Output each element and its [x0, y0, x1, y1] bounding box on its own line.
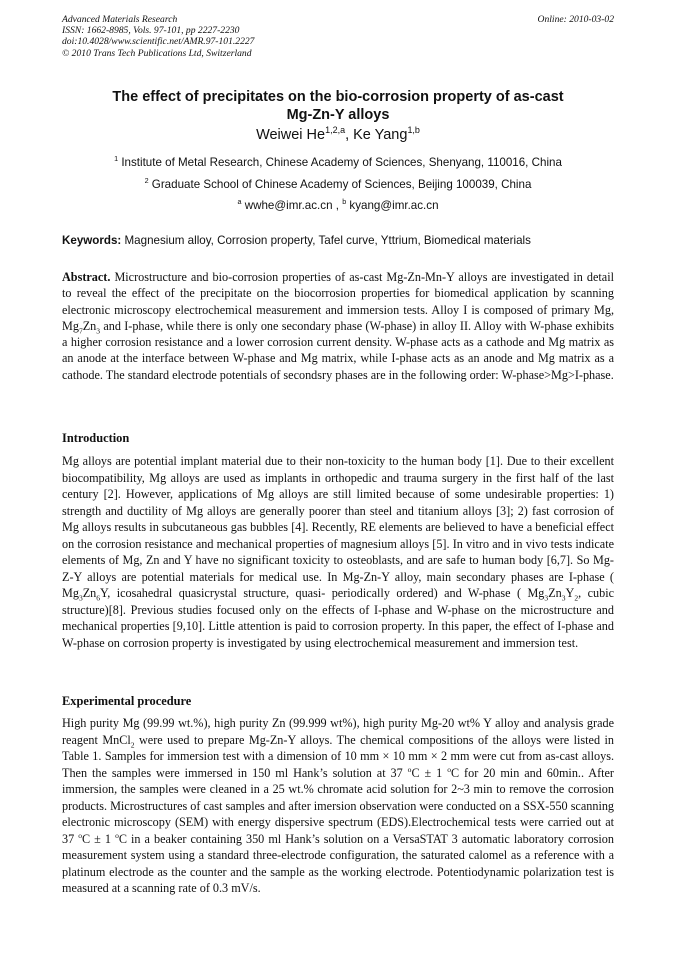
subscript: 3 [96, 326, 101, 336]
introduction-heading: Introduction [62, 431, 130, 445]
affiliation-text: Institute of Metal Research, Chinese Academy of Sciences, Shenyang, 110016, China [121, 156, 562, 169]
experimental-paragraph [62, 715, 614, 897]
email-sup: a [237, 197, 242, 207]
subscript: 2 [574, 593, 579, 603]
text-run: and I-phase, while there is only one secondary phase (W-phase) in alloy II. Alloy with W-phase exhibits a higher corrosion resistance and a lower corrosion current density. W-phase acts as a cathode and Mg matrix as an anode at the interface between W-phase and Mg matrix, while I-phase acts as an anode and Mg matrix as a cathode. The standard electrode potentials of secondsry phases are in the following order: W-phase>Mg>I-phase. [62, 318, 614, 382]
introduction-paragraph [62, 453, 614, 651]
author-name: Ke Yang [353, 127, 408, 143]
text-run: C ± 1 [411, 765, 448, 780]
author-name: Weiwei He [256, 127, 326, 143]
author-affiliation-sup: 1,b [407, 125, 420, 136]
text-run: , cubic structure)[8]. Previous studies focused only on the effects of I-phase and W-phase on the microstructure and mechanical properties [9,10]. Little attention is paid to corrosion property. In this paper, the effect of I-phase and W-phase on corrosion property is investigated by using electrochemical measurement and immersion test. [62, 586, 614, 650]
journal-copyright: © 2010 Trans Tech Publications Ltd, Switzerland [62, 47, 252, 59]
superscript: o [78, 830, 83, 840]
author-affiliation-sup: 1,2,a [325, 125, 346, 136]
paper-title [62, 88, 614, 124]
text-run: Y, icosahedral quasicrystal structure, quasi- periodically ordered) and W-phase ( Mg [100, 586, 545, 600]
affiliation-sup: 1 [114, 154, 119, 164]
affiliation-1 [62, 156, 614, 170]
author-separator: , [345, 127, 354, 143]
affiliation-2 [62, 178, 614, 192]
email-sup: b [342, 197, 347, 207]
online-date: Online: 2010-03-02 [537, 14, 614, 25]
superscript: o [115, 830, 119, 840]
text-run: were used to prepare Mg-Zn-Y alloys. The chemical compositions of the alloys were listed in Table 1. Samples for immersion test with a dimension of 10 mm × 10 mm × 2 mm were cut from as-cast alloys. Then the samples were immersed in 150 ml Hank’s solution at 37 [62, 732, 614, 780]
subscript: 3 [78, 593, 83, 603]
subscript: 3 [561, 593, 566, 603]
text-run: Y [565, 586, 575, 600]
journal-issn: ISSN: 1662-8985, Vols. 97-101, pp 2227-2230 [62, 25, 240, 37]
author-list [62, 126, 614, 144]
author-emails [62, 199, 614, 213]
journal-doi: doi:10.4028/www.scientific.net/AMR.97-101.2227 [62, 36, 255, 48]
abstract-paragraph [62, 269, 614, 383]
email-address[interactable]: wwhe@imr.ac.cn [244, 199, 333, 212]
text-run: Mg alloys are potential implant material due to their non-toxicity to the human body [1]. Due to their excellent biocompatibility, Mg alloys are used as implants in orthopedic and trauma surgery in the first half of the last century [2]. However, applications of Mg alloys are still limited because of some undesirable properties: 1) strength and ductility of Mg alloys are generally poorer than steel and titanium alloys [3]; 2) fast corrosion of Mg alloys results in subcutaneous gas bubbles [4]. Recently, RE elements are believed to have a beneficial effect on the corrosion resistance and mechanical properties of magnesium alloys [5]. In vitro and in vivo tests indicate elements of Mg, Zn and Y have no significant toxicity to osteoblasts, and are safe to human body [6,7]. So Mg-Z-Y alloys are potential materials for medical use. In Mg-Zn-Y alloy, main secondary phases are I-phase ( Mg [62, 454, 614, 600]
abstract-label: Abstract. [62, 270, 111, 284]
text-run: Zn [82, 318, 97, 333]
text-run: High purity Mg (99.99 wt.%), high purity Zn (99.999 wt%), high purity Mg-20 wt% Y alloy and analysis grade reagent MnCl [62, 716, 614, 747]
text-run: Zn [82, 586, 97, 600]
superscript: o [407, 764, 412, 774]
title-line-1: The effect of precipitates on the bio-corrosion property of as-cast [112, 89, 564, 105]
text-run: Zn [548, 586, 562, 600]
title-line-2: Mg-Zn-Y alloys [286, 107, 390, 123]
keywords-line [62, 234, 614, 248]
subscript: 3 [544, 593, 549, 603]
email-address[interactable]: kyang@imr.ac.cn [349, 199, 439, 212]
keywords-text: Magnesium alloy, Corrosion property, Tafel curve, Yttrium, Biomedical materials [124, 234, 531, 247]
keywords-label: Keywords: [62, 234, 122, 247]
text-run: C ± 1 [82, 831, 116, 846]
journal-name: Advanced Materials Research [62, 14, 178, 25]
text-run: C in a beaker containing 350 ml Hank’s solution on a VersaSTAT 3 automatic laboratory corrosion measurement system using a standard three-electrode configuration, the saturated calomel as a reference with a platinum electrode as the counter and the sample as the working electrode. Potentiodynamic polarization test is measured at a scanning rate of 0.3 mV/s. [62, 831, 614, 895]
journal-header [62, 14, 614, 59]
affiliation-text: Graduate School of Chinese Academy of Sciences, Beijing 100039, China [151, 178, 532, 191]
subscript: 2 [130, 739, 135, 749]
affiliation-sup: 2 [144, 176, 149, 186]
subscript: 7 [78, 326, 83, 336]
experimental-heading: Experimental procedure [62, 694, 192, 708]
superscript: o [447, 764, 451, 774]
text-run: C for 20 min and 60min.. After immersion, the samples were cleaned in a 25 wt.% chromate acid solution for 2~3 min to remove the corrosion products. Microstructures of cast samples and after imersion observation were conducted on a SSX-550 scanning electronic microscopy (SEM) with energy dispersive spectrum (EDS).Electrochemical tests were carried out at 37 [62, 765, 615, 846]
subscript: 6 [96, 593, 101, 603]
email-separator: , [332, 199, 343, 212]
text-run: Microstructure and bio-corrosion properties of as-cast Mg-Zn-Mn-Y alloys are investigated in detail to reveal the effect of the precipitate on the biocorrosion properties for biomedical application by scanning electronic microscopy electrochemical measurement and immersion tests. Alloy I is composed of primary Mg, Mg [62, 270, 614, 333]
